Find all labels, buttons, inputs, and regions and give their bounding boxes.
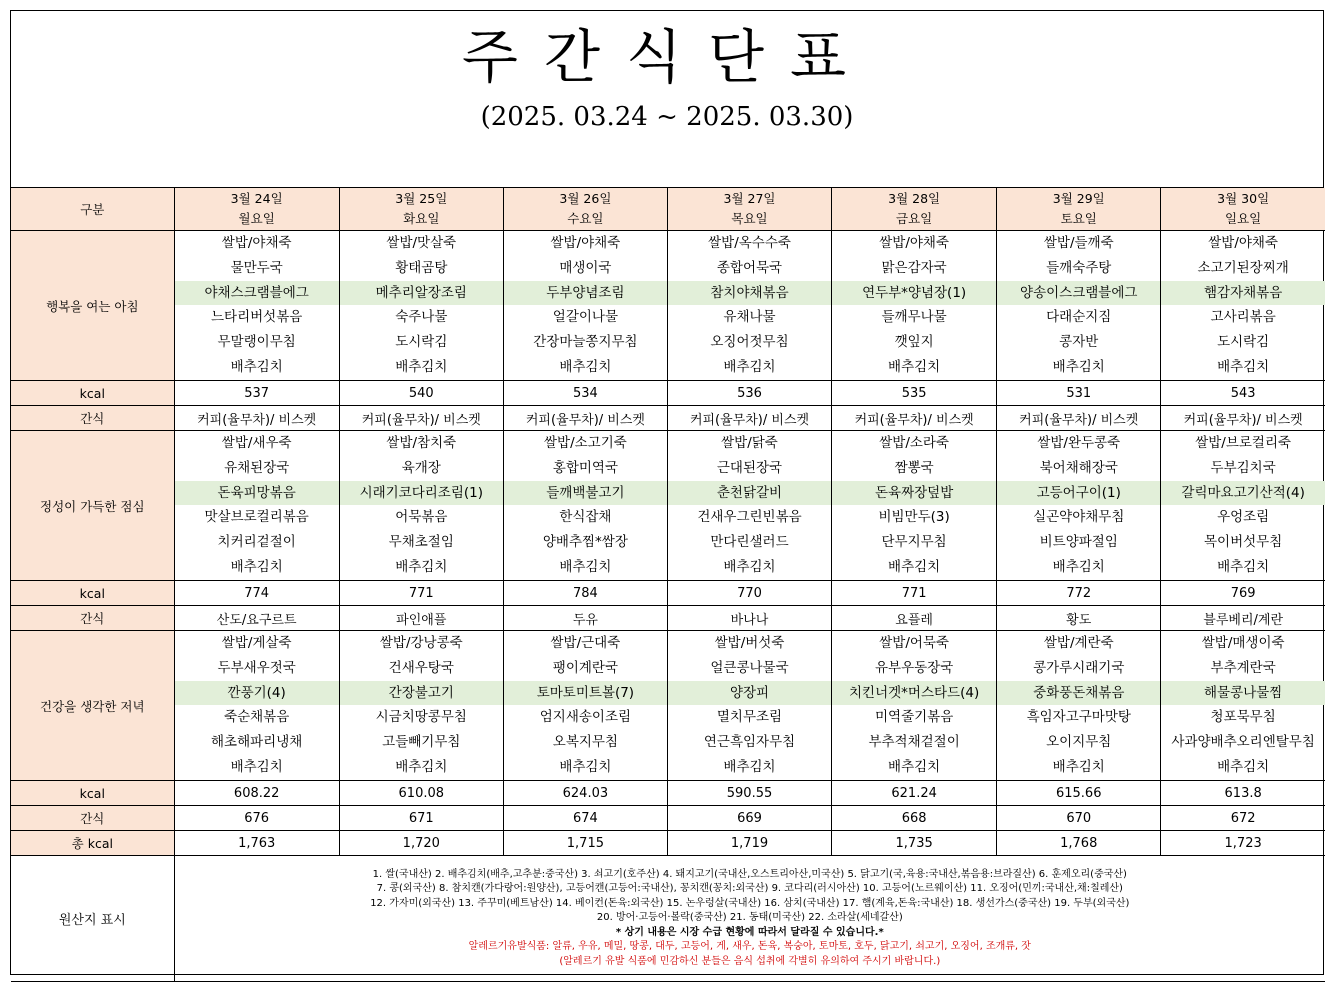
menu-item: 쌀밥/소라죽 — [879, 435, 949, 451]
day-weekday: 화요일 — [403, 211, 440, 226]
allergy-list: 알레르기유발식품: 알류, 우유, 메밀, 땅콩, 대두, 고등어, 게, 새우, 돈육, 복숭아, 토마토, 호두, 닭고기, 쇠고기, 오징어, 조개류, 잣 — [468, 941, 1031, 953]
dinner-kcal-value: 613.8 — [1161, 781, 1325, 806]
menu-item: 청포묵무침 — [1210, 709, 1276, 726]
ev-snack-value: 670 — [997, 806, 1161, 831]
menu-item: 두부새우젓국 — [217, 659, 296, 676]
ev-snack-value: 671 — [339, 806, 503, 831]
breakfast-kcal-row — [11, 381, 1325, 406]
lunch-menu — [1161, 431, 1325, 581]
title-block — [11, 11, 1323, 188]
dinner-menu — [503, 631, 667, 781]
main-dish: 야채스크램블에그 — [175, 281, 339, 306]
lunch-kcal-value: 771 — [339, 581, 503, 606]
page-title: 주간식단표 — [461, 23, 873, 91]
day-date: 3월 24일 — [230, 191, 283, 206]
menu-item: 흑임자고구마맛탕 — [1026, 709, 1131, 726]
day-header — [174, 188, 339, 231]
menu-item: 쌀밥/버섯죽 — [714, 635, 785, 651]
menu-item: 도시락김 — [1217, 334, 1270, 351]
menu-item: 배추김치 — [559, 358, 612, 375]
day-date: 3월 30일 — [1217, 191, 1270, 206]
menu-item: 오복지무침 — [552, 734, 618, 751]
menu-item: 쌀밥/근대죽 — [550, 635, 621, 651]
lunch-row — [11, 431, 1325, 581]
menu-item: 우엉조림 — [1217, 509, 1270, 526]
breakfast-kcal-value: 543 — [1161, 381, 1325, 406]
day-weekday: 월요일 — [238, 211, 275, 226]
main-dish: 해물콩나물찜 — [1161, 681, 1325, 706]
origin-line: 1. 쌀(국내산) 2. 배추김치(배추,고추분:중국산) 3. 쇠고기(호주산) 4. 돼지고기(국내산,오스트리아산,미국산) 5. 닭고기(국,육용:국내산,볶음용:브라질산) 6. 훈제오리(중국산) — [372, 868, 1127, 880]
menu-item: 배추김치 — [395, 558, 448, 575]
lunch-menu — [503, 431, 667, 581]
menu-item: 부추계란국 — [1210, 659, 1276, 676]
day-header — [1161, 188, 1325, 231]
am-snack-value: 커피(율무차)/ 비스켓 — [1161, 406, 1325, 431]
breakfast-menu — [1161, 231, 1325, 381]
menu-item: 미역줄기볶음 — [875, 709, 954, 726]
menu-item: 유채된장국 — [224, 459, 290, 476]
menu-item: 고들빼기무침 — [382, 734, 461, 751]
origin-info — [174, 856, 1325, 982]
pm-snack-value: 블루베리/계란 — [1161, 606, 1325, 631]
am-snack-label: 간식 — [11, 406, 174, 431]
dinner-kcal-value: 610.08 — [339, 781, 503, 806]
menu-item: 멸치무조림 — [716, 709, 783, 726]
menu-item: 배추김치 — [723, 358, 776, 375]
day-header — [503, 188, 667, 231]
dinner-kcal-value: 621.24 — [832, 781, 997, 806]
menu-item: 육개장 — [401, 459, 441, 476]
pm-snack-value: 산도/요구르트 — [174, 606, 339, 631]
pm-snack-value: 황도 — [997, 606, 1161, 631]
ev-snack-row — [11, 806, 1325, 831]
menu-item: 간장마늘쫑지무침 — [533, 334, 638, 351]
dinner-kcal-label: kcal — [11, 781, 174, 806]
dinner-menu — [1161, 631, 1325, 781]
menu-item: 배추김치 — [1052, 558, 1105, 575]
breakfast-menu — [174, 231, 339, 381]
menu-item: 쌀밥/강낭콩죽 — [379, 635, 463, 651]
dinner-kcal-value: 624.03 — [503, 781, 667, 806]
day-weekday: 금요일 — [896, 211, 933, 226]
menu-item: 죽순채볶음 — [224, 709, 290, 726]
breakfast-kcal-value: 540 — [339, 381, 503, 406]
lunch-kcal-value: 769 — [1161, 581, 1325, 606]
menu-item: 배추김치 — [1217, 758, 1270, 775]
ev-snack-value: 672 — [1161, 806, 1325, 831]
menu-item: 배추김치 — [723, 558, 776, 575]
menu-item: 두부김치국 — [1210, 459, 1276, 476]
breakfast-menu — [339, 231, 503, 381]
menu-item: 비트양파절임 — [1039, 534, 1118, 551]
lunch-kcal-row — [11, 581, 1325, 606]
breakfast-menu — [503, 231, 667, 381]
menu-item: 쌀밥/완두콩죽 — [1037, 435, 1121, 451]
main-dish: 춘천닭갈비 — [668, 481, 831, 506]
main-dish: 두부양념조림 — [504, 281, 667, 306]
menu-item: 쌀밥/야채죽 — [221, 235, 292, 251]
main-dish: 양장피 — [668, 681, 831, 706]
menu-item: 부추적채겉절이 — [868, 734, 960, 751]
dinner-kcal-value: 590.55 — [667, 781, 831, 806]
day-date: 3월 26일 — [559, 191, 612, 206]
menu-item: 쌀밥/계란죽 — [1043, 635, 1114, 651]
day-header — [832, 188, 997, 231]
dinner-menu — [339, 631, 503, 781]
menu-item: 종합어묵국 — [716, 259, 783, 276]
dinner-menu — [667, 631, 831, 781]
menu-item: 배추김치 — [559, 558, 612, 575]
total-kcal-value: 1,763 — [174, 831, 339, 856]
breakfast-kcal-value: 535 — [832, 381, 997, 406]
menu-item: 배추김치 — [888, 558, 941, 575]
total-kcal-value: 1,768 — [997, 831, 1161, 856]
lunch-kcal-value: 784 — [503, 581, 667, 606]
menu-item: 무채초절임 — [388, 534, 454, 551]
dinner-menu — [832, 631, 997, 781]
total-kcal-row — [11, 831, 1325, 856]
menu-item: 쌀밥/브로컬리죽 — [1195, 435, 1292, 451]
menu-item: 연근흑임자무침 — [703, 734, 796, 751]
menu-item: 짬뽕국 — [894, 459, 934, 476]
menu-item: 숙주나물 — [395, 309, 448, 326]
menu-item: 황태곰탕 — [395, 259, 448, 276]
menu-item: 치커리겉절이 — [217, 534, 296, 551]
dinner-row — [11, 631, 1325, 781]
menu-item: 콩자반 — [1059, 334, 1099, 351]
menu-item: 들깨무나물 — [881, 309, 947, 326]
breakfast-kcal-value: 534 — [503, 381, 667, 406]
category-label: 구분 — [11, 188, 174, 231]
menu-item: 느타리버섯볶음 — [211, 309, 303, 326]
menu-item: 한식잡채 — [559, 509, 612, 526]
menu-item: 어묵볶음 — [395, 509, 448, 526]
dinner-kcal-value: 615.66 — [997, 781, 1161, 806]
menu-item: 근대된장국 — [716, 459, 783, 476]
day-header — [997, 188, 1161, 231]
menu-item: 소고기된장찌개 — [1197, 259, 1289, 276]
menu-item: 단무지무침 — [881, 534, 947, 551]
total-kcal-label: 총 kcal — [11, 831, 174, 856]
menu-item: 배추김치 — [1052, 358, 1105, 375]
ev-snack-value: 669 — [667, 806, 831, 831]
ev-snack-value: 674 — [503, 806, 667, 831]
day-weekday: 목요일 — [731, 211, 768, 226]
day-weekday: 수요일 — [567, 211, 604, 226]
menu-item: 쌀밥/게살죽 — [221, 635, 292, 651]
menu-item: 쌀밥/야채죽 — [1208, 235, 1279, 251]
total-kcal-value: 1,719 — [667, 831, 831, 856]
menu-item: 깻잎지 — [894, 334, 934, 351]
day-date: 3월 25일 — [395, 191, 448, 206]
menu-item: 홍합미역국 — [552, 459, 618, 476]
lunch-kcal-label: kcal — [11, 581, 174, 606]
total-kcal-value: 1,723 — [1161, 831, 1325, 856]
menu-item: 얼큰콩나물국 — [710, 659, 789, 676]
main-dish: 들깨백불고기 — [504, 481, 667, 506]
total-kcal-value: 1,735 — [832, 831, 997, 856]
menu-item: 물만두국 — [230, 259, 283, 276]
main-dish: 돈육피망볶음 — [175, 481, 339, 506]
menu-item: 배추김치 — [230, 758, 283, 775]
lunch-menu — [667, 431, 831, 581]
lunch-kcal-value: 772 — [997, 581, 1161, 606]
menu-item: 쌀밥/어묵죽 — [879, 635, 949, 651]
main-dish: 연두부*양념장(1) — [832, 281, 996, 306]
breakfast-label: 행복을 여는 아침 — [11, 231, 174, 381]
pm-snack-label: 간식 — [11, 606, 174, 631]
menu-item: 배추김치 — [1217, 358, 1270, 375]
menu-item: 배추김치 — [1052, 758, 1105, 775]
menu-item: 건새우그린빈볶음 — [697, 509, 802, 526]
menu-item: 양배추찜*쌈장 — [542, 534, 628, 551]
lunch-menu — [832, 431, 997, 581]
menu-item: 해초해파리냉채 — [211, 734, 303, 751]
breakfast-kcal-value: 531 — [997, 381, 1161, 406]
menu-table — [11, 188, 1325, 982]
breakfast-kcal-label: kcal — [11, 381, 174, 406]
menu-item: 시금치땅콩무침 — [375, 709, 467, 726]
breakfast-menu — [832, 231, 997, 381]
lunch-menu — [997, 431, 1161, 581]
menu-item: 쌀밥/참치죽 — [386, 435, 457, 451]
menu-item: 무말랭이무침 — [217, 334, 296, 351]
menu-item: 배추김치 — [230, 558, 283, 575]
main-dish: 돈육짜장덮밥 — [832, 481, 996, 506]
origin-row — [11, 856, 1325, 982]
dinner-menu — [997, 631, 1161, 781]
menu-item: 배추김치 — [395, 758, 448, 775]
am-snack-value: 커피(율무차)/ 비스켓 — [997, 406, 1161, 431]
supply-notice: * 상기 내용은 시장 수급 현황에 따라서 달라질 수 있습니다.* — [615, 926, 884, 938]
menu-item: 사과양배추오리엔탈무침 — [1171, 734, 1315, 751]
main-dish: 메추리알장조림 — [340, 281, 503, 306]
menu-item: 쌀밥/야채죽 — [550, 235, 621, 251]
menu-item: 팽이계란국 — [552, 659, 618, 676]
menu-item: 맑은감자국 — [881, 259, 947, 276]
menu-item: 다래순지짐 — [1046, 309, 1112, 326]
ev-snack-value: 676 — [174, 806, 339, 831]
menu-item: 오징어젓무침 — [710, 334, 789, 351]
menu-item: 얼갈이나물 — [552, 309, 618, 326]
menu-item: 목이버섯무침 — [1204, 534, 1283, 551]
menu-item: 비빔만두(3) — [878, 509, 950, 526]
menu-item: 쌀밥/옥수수죽 — [708, 235, 791, 251]
menu-item: 도시락김 — [395, 334, 448, 351]
lunch-kcal-value: 771 — [832, 581, 997, 606]
am-snack-value: 커피(율무차)/ 비스켓 — [503, 406, 667, 431]
lunch-kcal-value: 774 — [174, 581, 339, 606]
pm-snack-row — [11, 606, 1325, 631]
menu-item: 유부우동장국 — [875, 659, 954, 676]
menu-item: 고사리볶음 — [1210, 309, 1276, 326]
menu-item: 맛살브로컬리볶음 — [204, 509, 309, 526]
origin-line: 7. 콩(외국산) 8. 참치캔(가다랑어:원양산), 고등어캔(고등어:국내산), 꽁치캔(꽁치:외국산) 9. 코다리(러시아산) 10. 고등어(노르웨이산) 11. 오징어(민끼:국내산,채:칠레산) — [376, 883, 1123, 895]
am-snack-value: 커피(율무차)/ 비스켓 — [832, 406, 997, 431]
day-header — [667, 188, 831, 231]
day-weekday: 일요일 — [1225, 211, 1262, 226]
menu-item: 유채나물 — [723, 309, 776, 326]
am-snack-value: 커피(율무차)/ 비스켓 — [174, 406, 339, 431]
main-dish: 깐풍기(4) — [175, 681, 339, 706]
pm-snack-value: 바나나 — [667, 606, 831, 631]
main-dish: 토마토미트볼(7) — [504, 681, 667, 706]
dinner-menu — [174, 631, 339, 781]
menu-item: 쌀밥/매생이죽 — [1201, 635, 1285, 651]
am-snack-row — [11, 406, 1325, 431]
header-row — [11, 188, 1325, 231]
day-date: 3월 29일 — [1052, 191, 1105, 206]
main-dish: 양송이스크램블에그 — [997, 281, 1160, 306]
pm-snack-value: 두유 — [503, 606, 667, 631]
menu-item: 배추김치 — [230, 358, 283, 375]
menu-item: 만다린샐러드 — [710, 534, 789, 551]
breakfast-kcal-value: 537 — [174, 381, 339, 406]
menu-item: 배추김치 — [1217, 558, 1270, 575]
menu-item: 엄지새송이조림 — [539, 709, 632, 726]
main-dish: 간장불고기 — [340, 681, 503, 706]
menu-item: 들깨숙주탕 — [1046, 259, 1112, 276]
menu-item: 쌀밥/소고기죽 — [544, 435, 627, 451]
lunch-kcal-value: 770 — [667, 581, 831, 606]
breakfast-menu — [667, 231, 831, 381]
main-dish: 시래기코다리조림(1) — [340, 481, 503, 506]
menu-item: 실곤약야채무침 — [1033, 509, 1125, 526]
ev-snack-label: 간식 — [11, 806, 174, 831]
main-dish: 중화풍돈채볶음 — [997, 681, 1160, 706]
menu-item: 쌀밥/새우죽 — [221, 435, 292, 451]
main-dish: 참치야채볶음 — [668, 281, 831, 306]
breakfast-menu — [997, 231, 1161, 381]
pm-snack-value: 파인애플 — [339, 606, 503, 631]
am-snack-value: 커피(율무차)/ 비스켓 — [667, 406, 831, 431]
ev-snack-value: 668 — [832, 806, 997, 831]
menu-item: 배추김치 — [723, 758, 776, 775]
menu-item: 오이지무침 — [1046, 734, 1112, 751]
dinner-kcal-value: 608.22 — [174, 781, 339, 806]
day-weekday: 토요일 — [1060, 211, 1097, 226]
dinner-kcal-row — [11, 781, 1325, 806]
menu-item: 쌀밥/야채죽 — [879, 235, 949, 251]
date-range: (2025. 03.24 ~ 2025. 03.30) — [480, 102, 854, 132]
menu-item: 배추김치 — [559, 758, 612, 775]
main-dish: 갈릭마요고기산적(4) — [1161, 481, 1325, 506]
menu-item: 북어채해장국 — [1039, 459, 1118, 476]
total-kcal-value: 1,715 — [503, 831, 667, 856]
menu-item: 쌀밥/들깨죽 — [1043, 235, 1114, 251]
pm-snack-value: 요플레 — [832, 606, 997, 631]
am-snack-value: 커피(율무차)/ 비스켓 — [339, 406, 503, 431]
lunch-label: 정성이 가득한 점심 — [11, 431, 174, 581]
main-dish: 치킨너겟*머스타드(4) — [832, 681, 996, 706]
total-kcal-value: 1,720 — [339, 831, 503, 856]
breakfast-kcal-value: 536 — [667, 381, 831, 406]
allergy-note: (알레르기 유발 식품에 민감하신 분들은 음식 섭취에 각별히 유의하여 주시기 바랍니다.) — [559, 955, 941, 967]
day-date: 3월 27일 — [723, 191, 776, 206]
menu-item: 배추김치 — [888, 358, 941, 375]
main-dish: 햄감자채볶음 — [1161, 281, 1325, 306]
menu-item: 쌀밥/맛살죽 — [386, 235, 457, 251]
lunch-menu — [174, 431, 339, 581]
breakfast-row — [11, 231, 1325, 381]
day-date: 3월 28일 — [888, 191, 941, 206]
menu-item: 건새우탕국 — [388, 659, 454, 676]
dinner-label: 건강을 생각한 저녁 — [11, 631, 174, 781]
menu-item: 콩가루시래기국 — [1033, 659, 1125, 676]
lunch-menu — [339, 431, 503, 581]
origin-label: 원산지 표시 — [11, 856, 174, 982]
origin-line: 12. 가자미(외국산) 13. 주꾸미(베트남산) 14. 베이컨(돈육:외국산) 15. 논우렁살(국내산) 16. 삼치(국내산) 17. 햄(계육,돈육:국내산) 18. 생선가스(중국산) 19. 두부(외국산) — [370, 897, 1130, 909]
menu-item: 배추김치 — [395, 358, 448, 375]
menu-item: 매생이국 — [559, 259, 612, 276]
main-dish: 고등어구이(1) — [997, 481, 1160, 506]
menu-sheet — [10, 10, 1324, 975]
origin-line: 20. 방어·고등어·볼락(중국산) 21. 동태(미국산) 22. 소라살(세네갈산) — [596, 912, 903, 924]
menu-item: 배추김치 — [888, 758, 941, 775]
menu-item: 쌀밥/닭죽 — [721, 435, 778, 451]
day-header — [339, 188, 503, 231]
